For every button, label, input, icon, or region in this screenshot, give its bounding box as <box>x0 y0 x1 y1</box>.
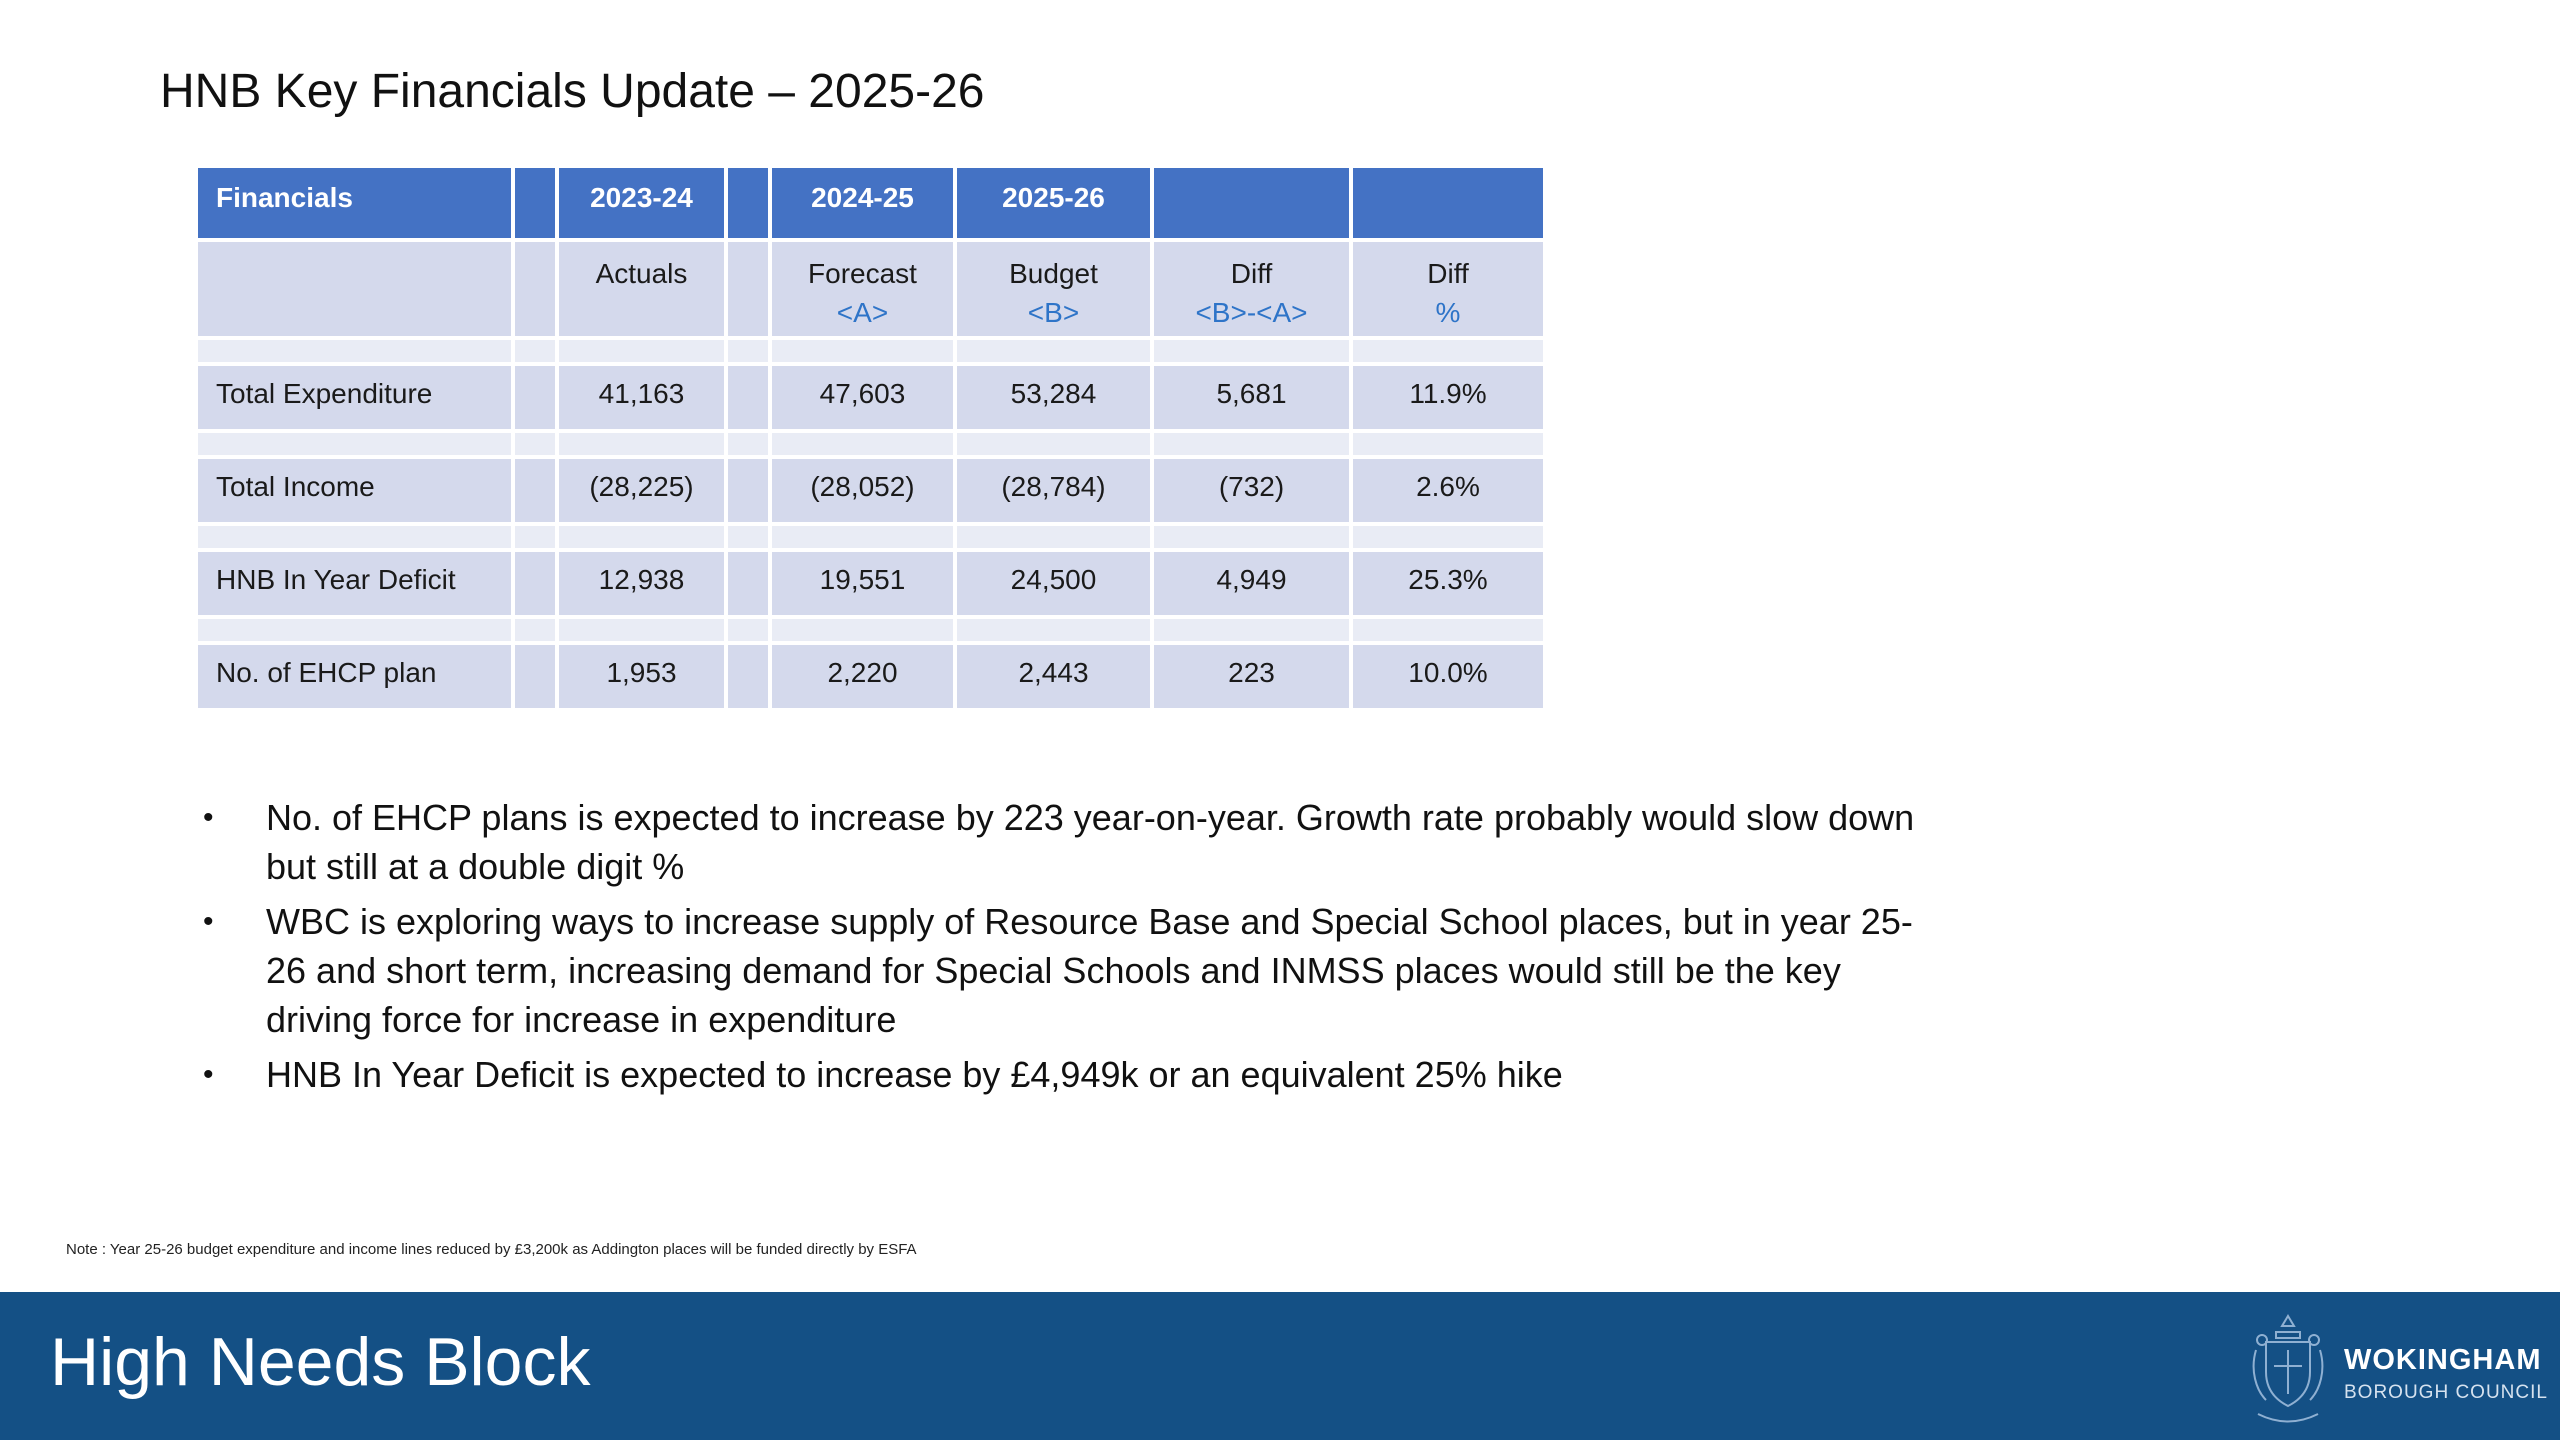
table-header-row <box>198 168 1543 238</box>
bullet-item <box>200 897 1920 1044</box>
subheader-cell-diff-pct <box>1353 242 1543 336</box>
row-budget: 2,443 <box>957 645 1150 708</box>
subheader-cell-spacer <box>728 242 768 336</box>
row-budget: (28,784) <box>957 459 1150 522</box>
row-spacer <box>728 645 768 708</box>
row-spacer <box>515 552 555 615</box>
footer-title: High Needs Block <box>50 1324 591 1400</box>
row-actuals: 41,163 <box>559 366 724 429</box>
row-forecast: (28,052) <box>772 459 953 522</box>
logo-name: WOKINGHAM <box>2344 1344 2542 1376</box>
row-forecast: 47,603 <box>772 366 953 429</box>
subheader-diff-pct-text: Diff <box>1427 258 1469 289</box>
header-cell-financials: Financials <box>198 168 511 238</box>
subheader-cell-diff <box>1154 242 1349 336</box>
row-spacer <box>728 552 768 615</box>
bullet-item <box>200 1050 1920 1099</box>
table-gap-row <box>198 619 1543 641</box>
bullet-text: HNB In Year Deficit is expected to increase by £4,949k or an equivalent 25% hike <box>266 1054 1563 1095</box>
subheader-diff-pct-ref: % <box>1435 297 1461 328</box>
bullet-dot-icon: • <box>203 1058 214 1091</box>
row-forecast: 19,551 <box>772 552 953 615</box>
header-cell-2025-26: 2025-26 <box>957 168 1150 238</box>
row-diff-pct: 10.0% <box>1353 645 1543 708</box>
row-actuals: 12,938 <box>559 552 724 615</box>
header-cell-2023-24: 2023-24 <box>559 168 724 238</box>
bullet-item <box>200 793 1920 891</box>
header-cell-spacer <box>515 168 555 238</box>
header-cell-2024-25: 2024-25 <box>772 168 953 238</box>
row-diff: 223 <box>1154 645 1349 708</box>
table-row <box>198 459 1543 522</box>
subheader-diff-text: Diff <box>1230 258 1273 289</box>
bullet-dot-icon: • <box>203 905 214 938</box>
subheader-budget-text: Budget <box>1009 258 1098 289</box>
table-row <box>198 645 1543 708</box>
table-row <box>198 552 1543 615</box>
bullet-dot-icon: • <box>203 801 214 834</box>
subheader-budget-ref: <B> <box>1027 297 1080 328</box>
footer-band <box>0 1292 2560 1440</box>
row-spacer <box>515 645 555 708</box>
row-diff: 5,681 <box>1154 366 1349 429</box>
subheader-cell-actuals <box>559 242 724 336</box>
table-gap-row <box>198 433 1543 455</box>
bullet-text: No. of EHCP plans is expected to increase by 223 year-on-year. Growth rate probably would slow down but still at a double digit % <box>266 797 1915 887</box>
row-diff-pct: 25.3% <box>1353 552 1543 615</box>
bullet-text: WBC is exploring ways to increase supply of Resource Base and Special School places, but in year 25-26 and short term, increasing demand for Special Schools and INMSS places would still be the key driving force for increase in expenditure <box>266 901 1913 1040</box>
footnote: Note : Year 25-26 budget expenditure and income lines reduced by £3,200k as Addington places will be funded directly by ESFA <box>66 1241 917 1258</box>
table-gap-row <box>198 526 1543 548</box>
row-actuals: 1,953 <box>559 645 724 708</box>
header-cell-spacer <box>728 168 768 238</box>
table-subheader-row <box>198 242 1543 336</box>
row-diff-pct: 2.6% <box>1353 459 1543 522</box>
row-forecast: 2,220 <box>772 645 953 708</box>
financials-table <box>194 164 1547 712</box>
subheader-actuals-text: Actuals <box>595 258 688 289</box>
subheader-cell-label <box>198 242 511 336</box>
row-budget: 53,284 <box>957 366 1150 429</box>
row-label: No. of EHCP plan <box>198 645 511 708</box>
row-label: Total Expenditure <box>198 366 511 429</box>
subheader-cell-forecast <box>772 242 953 336</box>
row-label: Total Income <box>198 459 511 522</box>
row-spacer <box>728 459 768 522</box>
row-spacer <box>515 366 555 429</box>
council-logo <box>2248 1310 2548 1430</box>
table-row <box>198 366 1543 429</box>
table-gap-row <box>198 340 1543 362</box>
row-diff-pct: 11.9% <box>1353 366 1543 429</box>
row-diff: (732) <box>1154 459 1349 522</box>
row-actuals: (28,225) <box>559 459 724 522</box>
row-spacer <box>515 459 555 522</box>
row-budget: 24,500 <box>957 552 1150 615</box>
bullet-list <box>200 793 1920 1105</box>
logo-subtitle: BOROUGH COUNCIL <box>2344 1382 2548 1403</box>
slide-title: HNB Key Financials Update – 2025-26 <box>160 65 985 118</box>
subheader-diff-ref: <B>-<A> <box>1195 297 1308 328</box>
row-label: HNB In Year Deficit <box>198 552 511 615</box>
subheader-cell-budget <box>957 242 1150 336</box>
crest-icon <box>2248 1310 2328 1430</box>
row-diff: 4,949 <box>1154 552 1349 615</box>
subheader-forecast-text: Forecast <box>808 258 917 289</box>
subheader-cell-spacer <box>515 242 555 336</box>
row-spacer <box>728 366 768 429</box>
subheader-forecast-ref: <A> <box>836 297 889 328</box>
header-cell-diff-pct <box>1353 168 1543 238</box>
header-cell-diff <box>1154 168 1349 238</box>
